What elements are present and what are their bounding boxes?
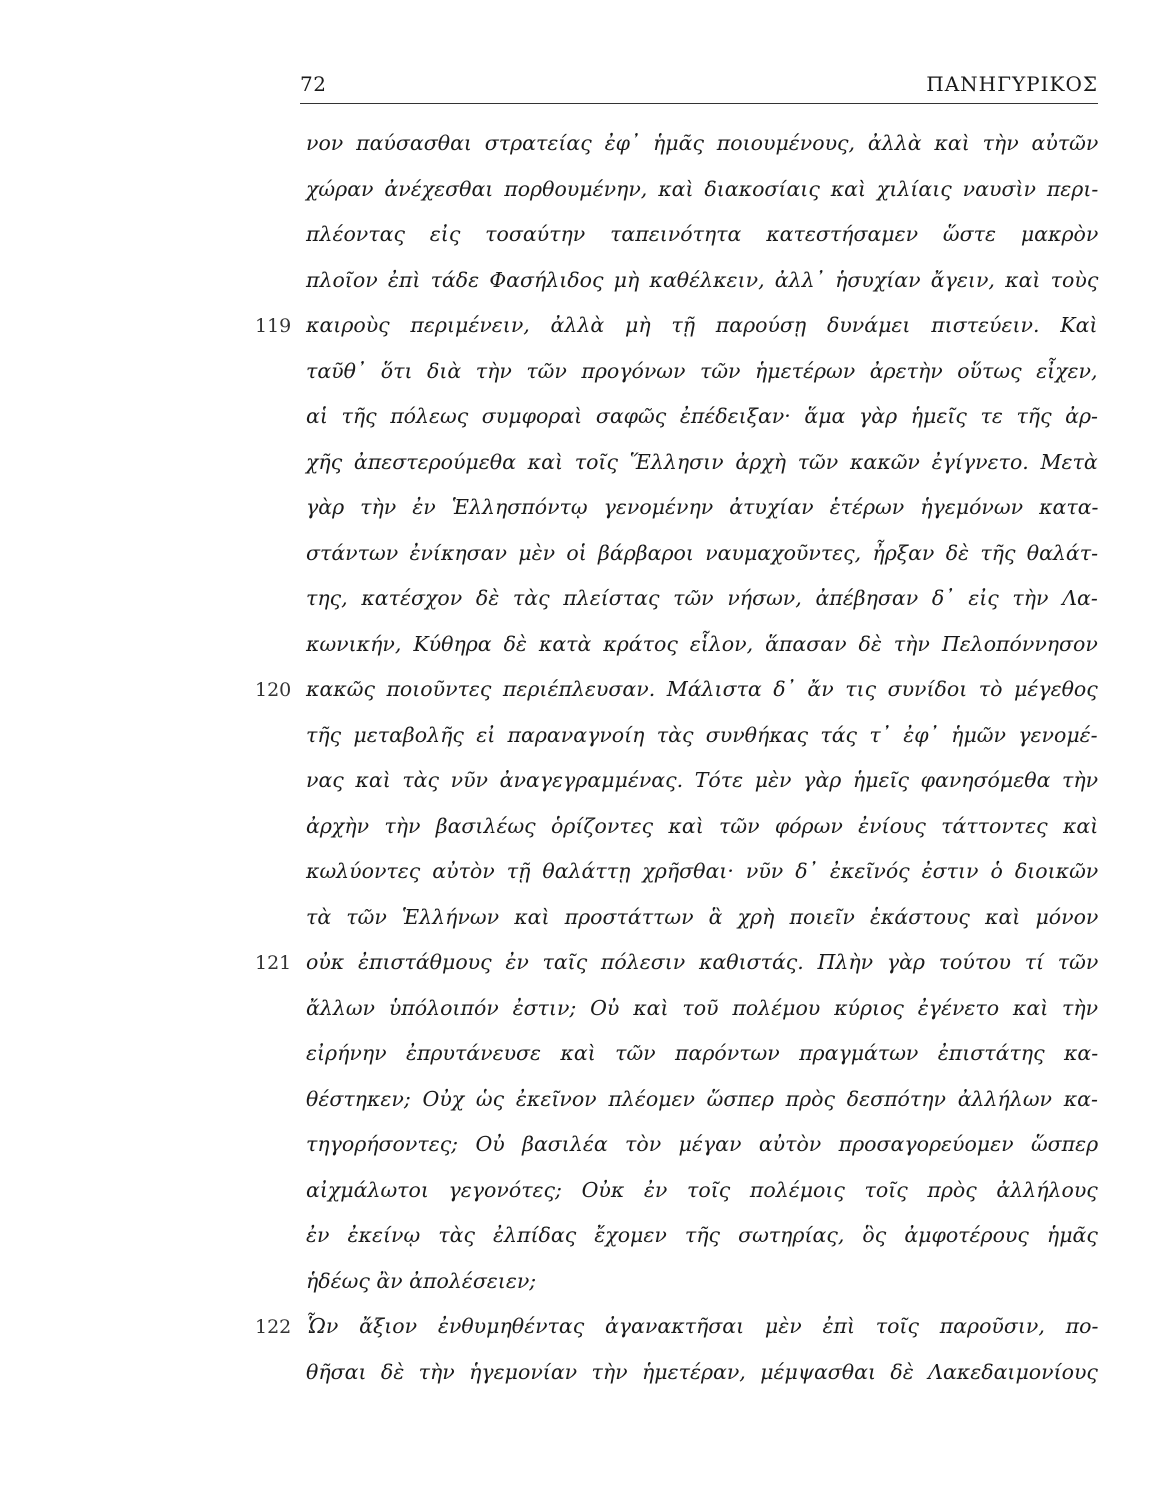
text-line: κακῶς ποιοῦντες περιέπλευσαν. Μάλιστα δ᾿ ἄν τις συνίδοι τὸ μέγεθος xyxy=(306,677,1098,701)
section-number: 120 xyxy=(255,679,292,701)
text-line: τῆς μεταβολῆς εἰ παραναγνοίη τὰς συνθήκας τάς τ᾿ ἐφ᾿ ἡμῶν γενομέ- xyxy=(306,723,1098,747)
text-line: γὰρ τὴν ἐν Ἑλλησπόντῳ γενομένην ἀτυχίαν ἑτέρων ἡγεμόνων κατα- xyxy=(306,495,1099,519)
text-line: ἐν ἐκείνῳ τὰς ἐλπίδας ἔχομεν τῆς σωτηρίας, ὃς ἀμφοτέρους ἡμᾶς xyxy=(306,1223,1098,1247)
text-line: εἰρήνην ἐπρυτάνευσε καὶ τῶν παρόντων πραγμάτων ἐπιστάτης κα- xyxy=(306,1041,1099,1065)
text-line: τὰ τῶν Ἑλλήνων καὶ προστάττων ἃ χρὴ ποιεῖν ἑκάστους καὶ μόνον xyxy=(306,905,1099,929)
text-line: πλοῖον ἐπὶ τάδε Φασήλιδος μὴ καθέλκειν, ἀλλ᾿ ἡσυχίαν ἄγειν, καὶ τοὺς xyxy=(306,268,1099,292)
text-line: αἰχμάλωτοι γεγονότες; Οὐκ ἐν τοῖς πολέμοις τοῖς πρὸς ἀλλήλους xyxy=(306,1178,1098,1202)
text-line: κωλύοντες αὐτὸν τῇ θαλάττῃ χρῆσθαι· νῦν δ᾿ ἐκεῖνός ἐστιν ὁ διοικῶν xyxy=(306,859,1099,883)
text-line: θέστηκεν; Οὐχ ὡς ἐκεῖνον πλέομεν ὥσπερ πρὸς δεσπότην ἀλλήλων κα- xyxy=(306,1087,1098,1111)
text-line: αἱ τῆς πόλεως συμφοραὶ σαφῶς ἐπέδειξαν· ἅμα γὰρ ἡμεῖς τε τῆς ἀρ- xyxy=(306,404,1098,428)
section-number: 119 xyxy=(255,315,292,337)
text-line: ταῦθ᾿ ὅτι διὰ τὴν τῶν προγόνων τῶν ἡμετέρων ἀρετὴν οὕτως εἶχεν, xyxy=(306,359,1098,383)
text-line: θῆσαι δὲ τὴν ἡγεμονίαν τὴν ἡμετέραν, μέμψασθαι δὲ Λακεδαιμονίους xyxy=(306,1360,1098,1384)
page-number: 72 xyxy=(300,72,327,96)
text-line: στάντων ἐνίκησαν μὲν οἱ βάρβαροι ναυμαχοῦντες, ἦρξαν δὲ τῆς θαλάτ- xyxy=(306,541,1099,565)
section-number: 121 xyxy=(255,952,292,974)
header-rule xyxy=(300,103,1098,104)
text-line: καιροὺς περιμένειν, ἀλλὰ μὴ τῇ παρούσῃ δυνάμει πιστεύειν. Καὶ xyxy=(306,313,1098,337)
text-line: νας καὶ τὰς νῦν ἀναγεγραμμένας. Τότε μὲν γὰρ ἡμεῖς φανησόμεθα τὴν xyxy=(306,768,1099,792)
text-line: της, κατέσχον δὲ τὰς πλείστας τῶν νήσων, ἀπέβησαν δ᾿ εἰς τὴν Λα- xyxy=(306,586,1098,610)
running-title: ΠΑΝΗΓΥΡΙΚΟΣ xyxy=(926,72,1098,96)
text-line: ἀρχὴν τὴν βασιλέως ὁρίζοντες καὶ τῶν φόρων ἐνίους τάττοντες καὶ xyxy=(306,814,1099,838)
text-line: τηγορήσοντες; Οὐ βασιλέα τὸν μέγαν αὐτὸν προσαγορεύομεν ὥσπερ xyxy=(306,1132,1099,1156)
text-line: πλέοντας εἰς τοσαύτην ταπεινότητα κατεστήσαμεν ὥστε μακρὸν xyxy=(306,222,1099,246)
text-line: ἄλλων ὑπόλοιπόν ἐστιν; Οὐ καὶ τοῦ πολέμου κύριος ἐγένετο καὶ τὴν xyxy=(306,996,1099,1020)
text-line: κωνικήν, Κύθηρα δὲ κατὰ κράτος εἷλον, ἅπασαν δὲ τὴν Πελοπόννησον xyxy=(306,632,1098,656)
text-line: Ὧν ἄξιον ἐνθυμηθέντας ἀγανακτῆσαι μὲν ἐπὶ τοῖς παροῦσιν, πο- xyxy=(306,1314,1099,1338)
text-line: ἡδέως ἂν ἀπολέσειεν; xyxy=(306,1269,537,1293)
section-number: 122 xyxy=(255,1316,292,1338)
text-line: χώραν ἀνέχεσθαι πορθουμένην, καὶ διακοσίαις καὶ χιλίαις ναυσὶν περι- xyxy=(306,177,1099,201)
text-line: οὐκ ἐπιστάθμους ἐν ταῖς πόλεσιν καθιστάς. Πλὴν γὰρ τούτου τί τῶν xyxy=(306,950,1099,974)
text-line: χῆς ἀπεστερούμεθα καὶ τοῖς Ἕλλησιν ἀρχὴ τῶν κακῶν ἐγίγνετο. Μετὰ xyxy=(306,450,1098,474)
text-line: νον παύσασθαι στρατείας ἐφ᾿ ἡμᾶς ποιουμένους, ἀλλὰ καὶ τὴν αὐτῶν xyxy=(306,131,1099,155)
